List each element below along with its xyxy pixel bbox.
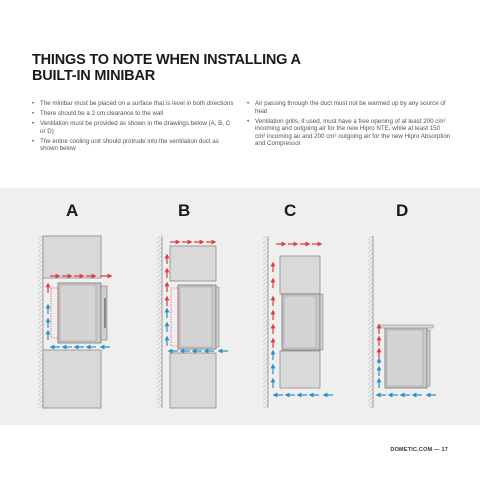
wall-hatching: [38, 236, 43, 408]
upper-cabinet: [170, 246, 216, 281]
note-item: • Ventilation grills, if used, must have a free opening of at least 200 cm² incoming and outgoing air for the new Hipro NTE, while at least 150 cm² incoming air and 200 cm² outgoing air for the new Hipro Absorption and Compressor: [247, 118, 452, 148]
note-item: • Air passing through the duct must not be warmed up by any source of heat: [247, 100, 452, 115]
diagram-c: [263, 236, 333, 408]
diagram-d: [368, 236, 436, 408]
note-item: • There should be a 2 cm clearance to the wall: [32, 110, 237, 118]
upper-cabinet: [280, 256, 320, 294]
diagram-b: [157, 236, 228, 408]
note-item: • Ventilation must be provided as shown in the drawings below (A, B, C or D): [32, 120, 237, 135]
note-item: • The minibar must be placed on a surface that is level in both directions: [32, 100, 237, 108]
variant-label-a: A: [66, 201, 79, 220]
upper-cabinet: [43, 236, 101, 278]
variant-label-c: C: [284, 201, 297, 220]
door: [101, 286, 107, 340]
notes-right-column: [247, 100, 452, 150]
note-item: • The entire cooling unit should protrude into the ventilation duct as shown below: [32, 138, 237, 153]
notes-left-column: [32, 100, 237, 155]
variant-label-b: B: [178, 201, 191, 220]
countertop: [378, 325, 433, 328]
page-title: THINGS TO NOTE WHEN INSTALLING A BUILT-IN MINIBAR: [32, 52, 301, 84]
installation-diagrams: [0, 188, 480, 425]
variant-label-d: D: [396, 201, 409, 220]
diagram-a: [38, 236, 110, 408]
page-footer: DOMETIC.COM — 17: [390, 447, 448, 453]
lower-cabinet: [170, 353, 216, 408]
lower-cabinet: [280, 351, 320, 388]
lower-cabinet: [43, 350, 101, 408]
